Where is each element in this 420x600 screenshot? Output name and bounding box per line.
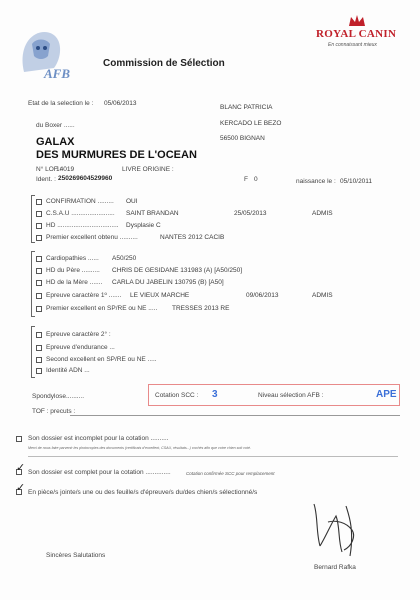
- birth-label: naissance le :: [296, 178, 336, 185]
- signature-name: Bernard Rafka: [314, 564, 356, 571]
- block1-bracket: [31, 195, 35, 243]
- cotation-value: 3: [212, 389, 218, 400]
- brand-tagline: En connaissant mieux: [328, 42, 377, 48]
- hd-checkbox[interactable]: [36, 223, 42, 229]
- csau-date: 25/05/2013: [234, 210, 267, 217]
- cardio-value: A50/250: [112, 255, 137, 262]
- identite-checkbox[interactable]: [36, 368, 42, 374]
- owner-name: BLANC PATRICIA: [220, 104, 273, 111]
- first-excellent-label: Premier excellent obtenu ..........: [46, 234, 138, 241]
- epreuve2-checkbox[interactable]: [36, 332, 42, 338]
- salutations: Sincères Salutations: [46, 552, 106, 559]
- livre-label: LIVRE ORIGINE :: [122, 166, 174, 173]
- complete-note: Cotation confirmée SCC pour remplacement: [186, 471, 275, 476]
- confirmation-checkbox[interactable]: [36, 199, 42, 205]
- confirmation-label: CONFIRMATION .........: [46, 198, 114, 205]
- pieces-check-icon: ✓: [16, 482, 26, 494]
- afb-logo: [14, 26, 74, 84]
- boxer-label: du Boxer ......: [36, 122, 75, 129]
- identite-label: Identité ADN ...: [46, 367, 90, 374]
- ident-label: Ident. :: [36, 176, 56, 183]
- spondylose-label: Spondylose..........: [32, 393, 85, 400]
- pieces-label: En pièce/s jointe/s une ou des feuille/s d'épreuve/s du/des chien/s sélectionné/s: [28, 489, 258, 496]
- tof-label: TOF : precuts :: [32, 408, 76, 415]
- hd-value: Dysplasie C: [126, 222, 161, 229]
- hd-father-checkbox[interactable]: [36, 268, 42, 274]
- second-excellent-label: Second excellent en SP/RE ou NE .....: [46, 356, 157, 363]
- hd-father-value: CHRIS DE GESIDANE 131983 (A) [A50/250]: [112, 267, 243, 274]
- tof-line: [70, 415, 400, 416]
- second-excellent-checkbox[interactable]: [36, 357, 42, 363]
- signature-icon: [306, 496, 366, 562]
- logo-text: AFB: [44, 66, 71, 81]
- date-label: Etat de la selection le :: [28, 100, 94, 107]
- first-spre-label: Premier excellent en SP/RE ou NE .....: [46, 305, 158, 312]
- first-spre-value: TRESSES 2013 RE: [172, 305, 230, 312]
- incomplete-checkbox[interactable]: [16, 436, 22, 442]
- incomplete-line: [28, 456, 398, 457]
- csau-label: C.S.A.U ........................: [46, 210, 115, 217]
- hd-mother-checkbox[interactable]: [36, 280, 42, 286]
- lof-value: 14019: [56, 166, 75, 173]
- owner-city: 56500 BIGNAN: [220, 135, 265, 142]
- confirmation-value: OUI: [126, 198, 138, 205]
- royal-canin-logo: [316, 14, 406, 54]
- hd-father-label: HD du Père ..........: [46, 267, 100, 274]
- first-excellent-checkbox[interactable]: [36, 235, 42, 241]
- hd-label: HD ..................................: [46, 222, 119, 229]
- brand-name: ROYAL CANIN: [316, 28, 397, 40]
- cardio-label: Cardiopathies ......: [46, 255, 99, 262]
- csau-checkbox[interactable]: [36, 211, 42, 217]
- date-value: 05/06/2013: [104, 100, 137, 107]
- dog-name-line1: GALAX: [36, 136, 75, 148]
- complete-check-icon: ✓: [16, 462, 26, 474]
- epreuve2-label: Epreuve caractère 2° :: [46, 331, 111, 338]
- epreuve-result: ADMIS: [312, 292, 333, 299]
- lof-label: N° LOF :: [36, 166, 62, 173]
- form-title: Commission de Sélection: [103, 58, 225, 69]
- complete-label: Son dossier est complet pour la cotation ..............: [28, 469, 171, 476]
- epreuve-label: Epreuve caractère 1º .......: [46, 292, 122, 299]
- cardio-checkbox[interactable]: [36, 256, 42, 262]
- owner-address: KERCADO LE BEZO: [220, 120, 282, 127]
- birth-value: 05/10/2011: [340, 178, 373, 185]
- sex-value: 0: [254, 176, 258, 183]
- niveau-value: APE: [376, 389, 397, 400]
- incomplete-label: Son dossier est incomplet pour la cotation ..........: [28, 435, 169, 442]
- endurance-checkbox[interactable]: [36, 345, 42, 351]
- cotation-label: Cotation SCC :: [155, 392, 199, 399]
- block3-bracket: [31, 326, 35, 378]
- epreuve-date: 09/06/2013: [246, 292, 279, 299]
- hd-mother-label: HD de la Mère .......: [46, 279, 103, 286]
- crown-icon: [348, 14, 366, 28]
- epreuve-value: LE VIEUX MARCHE: [130, 292, 190, 299]
- csau-value: SAINT BRANDAN: [126, 210, 179, 217]
- incomplete-note: Merci de nous faire parvenir les photocopies des documents (certificats d'excellent, CSAU, résultats...) cochés afin que votre chien soit coté.: [28, 446, 252, 450]
- ident-value: 250269604529960: [58, 175, 113, 182]
- niveau-label: Niveau sélection AFB :: [258, 392, 324, 399]
- endurance-label: Epreuve d'endurance ...: [46, 344, 115, 351]
- first-spre-checkbox[interactable]: [36, 306, 42, 312]
- epreuve-checkbox[interactable]: [36, 293, 42, 299]
- sex-label: F: [244, 176, 248, 183]
- csau-result: ADMIS: [312, 210, 333, 217]
- block2-bracket: [31, 251, 35, 317]
- dog-name-line2: DES MURMURES DE L'OCEAN: [36, 149, 197, 161]
- first-excellent-value: NANTES 2012 CACIB: [160, 234, 225, 241]
- signature-image: [306, 496, 366, 562]
- hd-mother-value: CARLA DU JABELIN 130795 (B) [A50]: [112, 279, 224, 286]
